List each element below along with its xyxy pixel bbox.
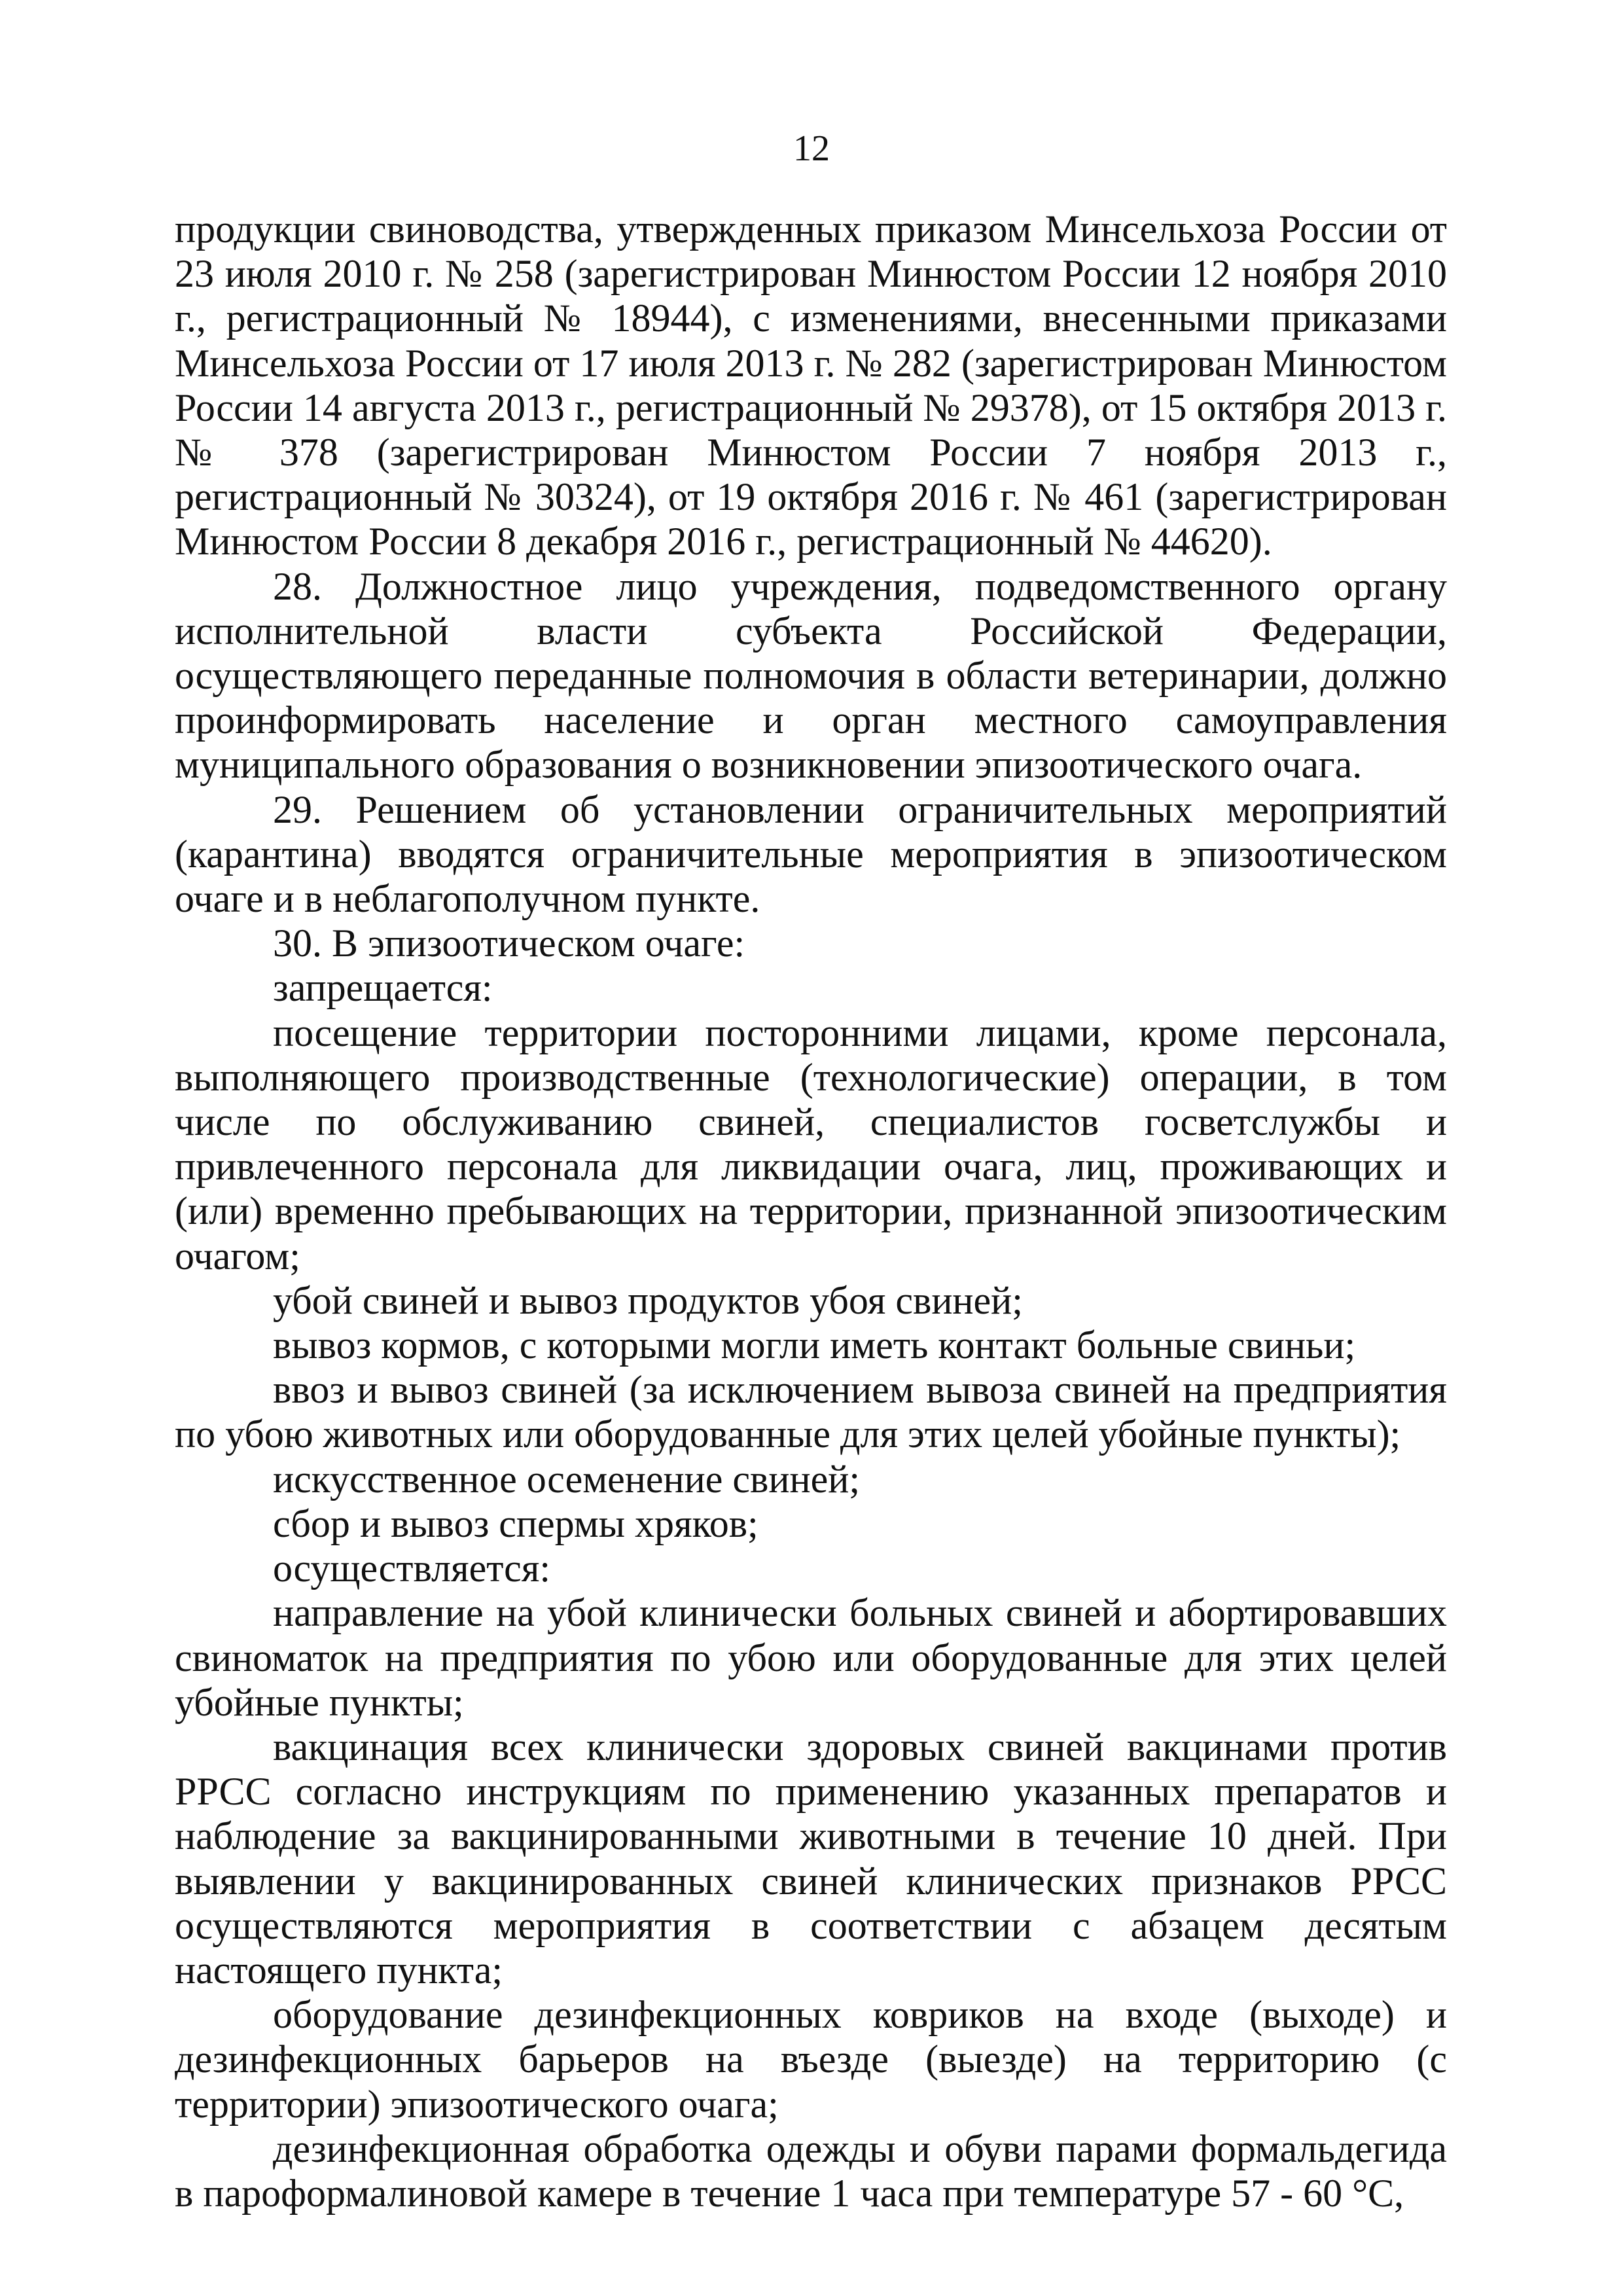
paragraph-prohibited-transport: ввоз и вывоз свиней (за исключением вывоза свиней на предприятия по убою животных или оборудованные для этих целей убойные пункты); <box>175 1368 1447 1456</box>
paragraph-performed-disinfection: дезинфекционная обработка одежды и обуви парами формальдегида в пароформалиновой камере в течение 1 часа при температуре 57 - 60 °С, <box>175 2126 1447 2215</box>
page-number: 12 <box>793 128 830 169</box>
paragraph-performed-slaughter: направление на убой клинически больных свиней и абортировавших свиноматок на предприятия по убою или оборудованные для этих целей убойные пункты; <box>175 1591 1447 1724</box>
paragraph-performed-mats: оборудование дезинфекционных ковриков на входе (выходе) и дезинфекционных барьеров на въезде (выезде) на территорию (с территории) эпизоотического очага; <box>175 1993 1447 2126</box>
paragraph-item-29: 29. Решением об установлении ограничительных мероприятий (карантина) вводятся ограничительные мероприятия в эпизоотическом очаге и в неблагополучном пункте. <box>175 787 1447 921</box>
paragraph-prohibited-heading: запрещается: <box>273 966 493 1010</box>
document-body <box>175 207 1447 2215</box>
paragraph-performed-heading: осуществляется: <box>273 1547 551 1590</box>
paragraph-item-30: 30. В эпизоотическом очаге: <box>273 922 745 965</box>
paragraph-continuation: продукции свиноводства, утвержденных приказом Минсельхоза России от 23 июля 2010 г. № 258 (зарегистрирован Минюстом России 12 ноября 2010 г., регистрационный № 18944), с изменениями, внесенными приказами Минсельхоза России от 17 июля 2013 г. № 282 (зарегистрирован Минюстом России 14 августа 2013 г., регистрационный № 29378), от 15 октября 2013 г. № 378 (зарегистрирован Минюстом России 7 ноября 2013 г., регистрационный № 30324), от 19 октября 2016 г. № 461 (зарегистрирован Минюстом России 8 декабря 2016 г., регистрационный № 44620). <box>175 207 1447 564</box>
paragraph-item-28: 28. Должностное лицо учреждения, подведомственного органу исполнительной власти субъекта Российской Федерации, осуществляющего переданные полномочия в области ветеринарии, должно проинформировать население и орган местного самоуправления муниципального образования о возникновении эпизоотического очага. <box>175 564 1447 787</box>
paragraph-prohibited-insemination: искусственное осеменение свиней; <box>273 1457 860 1501</box>
paragraph-prohibited-slaughter: убой свиней и вывоз продуктов убоя свиней; <box>273 1278 1023 1322</box>
paragraph-prohibited-sperm: сбор и вывоз спермы хряков; <box>273 1501 758 1545</box>
paragraph-prohibited-visits: посещение территории посторонними лицами, кроме персонала, выполняющего производственные (технологические) операции, в том числе по обслуживанию свиней, специалистов госветслужбы и привлеченного персонала для ликвидации очага, лиц, проживающих и (или) временно пребывающих на территории, признанной эпизоотическим очагом; <box>175 1011 1447 1278</box>
paragraph-performed-vaccination: вакцинация всех клинически здоровых свиней вакцинами против РРСС согласно инструкциям по применению указанных препаратов и наблюдение за вакцинированными животными в течение 10 дней. При выявлении у вакцинированных свиней клинических признаков РРСС осуществляются мероприятия в соответствии с абзацем десятым настоящего пункта; <box>175 1725 1447 1992</box>
paragraph-prohibited-feed: вывоз кормов, с которыми могли иметь контакт больные свиньи; <box>273 1323 1356 1367</box>
